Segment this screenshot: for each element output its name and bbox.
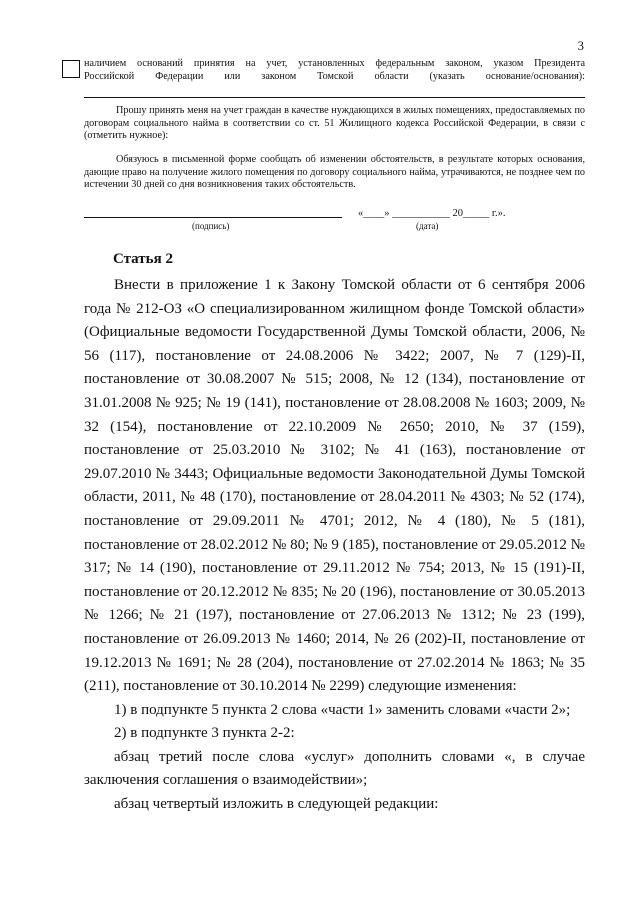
top-text-line-2: Российской Федерации или законом Томской области (указать основание/основания): <box>84 70 585 82</box>
top-text <box>84 58 585 83</box>
obligation-text: Обязуюсь в письменной форме сообщать об изменении обстоятельств, в результате которых основания, дающие право на получение жилого помещения по договору социального найма, утрачиваются, не позднее чем по истечении 30 дней со дня возникновения таких обстоятельств. <box>84 154 585 190</box>
checkbox[interactable] <box>62 60 80 78</box>
date-caption: (дата) <box>416 221 439 231</box>
paragraph: Внести в приложение 1 к Закону Томской области от 6 сентября 2006 года № 212-ОЗ «О специализированном жилищном фонде Томской области» (Официальные ведомости Государственной Думы Томской области, 2006, № 56 (117), постановление от 24.08.2006 № 3422; 2007, № 7 (129)-II, постановление от 30.08.2007 № 515; 2008, № 12 (134), постановление от 31.01.2008 № 925; № 19 (141), постановление от 28.08.2008 № 1603; 2009, № 32 (154), постановление от 22.10.2009 № 2650; 2010, № 37 (159), постановление от 25.03.2010 № 3102; № 41 (163), постановление от 29.07.2010 № 3443; Официальные ведомости Законодательной Думы Томской области, 2011, № 48 (170), постановление от 28.04.2011 № 4303; № 52 (174), постановление от 29.09.2011 № 4701; 2012, № 4 (180), № 5 (181), постановление от 28.02.2012 № 80; № 9 (185), постановление от 29.05.2012 № 317; № 14 (190), постановление от 29.11.2012 № 754; 2013, № 15 (191)-II, постановление от 20.12.2012 № 835; № 20 (196), постановление от 30.05.2013 № 1266; № 21 (197), постановление от 27.06.2013 № 1312; № 23 (199), постановление от 26.09.2013 № 1460; 2014, № 26 (202)-II, постановление от 19.12.2013 № 1691; № 28 (204), постановление от 27.02.2014 № 1863; № 35 (211), постановление от 30.10.2014 № 2299) следующие изменения: <box>84 277 585 695</box>
signature-caption: (подпись) <box>192 221 230 231</box>
top-text-line-1: наличием оснований принятия на учет, установленных федеральным законом, указом Президента <box>84 58 585 69</box>
date-field: «____» ___________ 20_____ г.». <box>358 208 506 219</box>
article-title: Статья 2 <box>113 251 173 267</box>
paragraph: абзац четвертый изложить в следующей редакции: <box>114 796 439 813</box>
main-text <box>84 274 585 817</box>
page-number: 3 <box>577 38 584 53</box>
underline-field <box>84 97 585 98</box>
paragraph: 1) в подпункте 5 пункта 2 слова «части 1» заменить словами «части 2»; <box>114 701 571 718</box>
paragraph: абзац третий после слова «услуг» дополнить словами «, в случае заключения соглашения о взаимодействии»; <box>84 748 585 789</box>
paragraph: 2) в подпункте 3 пункта 2-2: <box>114 725 295 742</box>
request-text: Прошу принять меня на учет граждан в качестве нуждающихся в жилых помещениях, предоставляемых по договорам социального найма в соответствии со ст. 51 Жилищного кодекса Российской Федерации, в связи с (отметить нужное): <box>84 105 585 141</box>
signature-line <box>84 217 342 218</box>
